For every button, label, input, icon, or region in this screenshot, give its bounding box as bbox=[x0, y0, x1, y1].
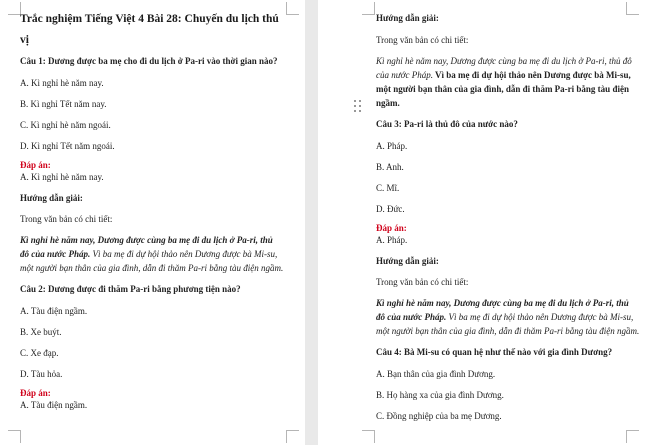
guide-quote-italic: Vì ba mẹ đi dự hội thảo nên Dương được bà Mi-su, bbox=[90, 249, 278, 259]
answer-label: Đáp án: bbox=[20, 388, 51, 398]
guide-quote-line: một người bạn thân của gia đình, dẫn đi thăm Pa-ri bằng tàu điện ngầm. bbox=[20, 263, 284, 273]
page-corner-mark bbox=[362, 2, 375, 15]
answer-1: A. Kì nghỉ hè năm nay. bbox=[20, 172, 104, 182]
drag-handle-icon[interactable] bbox=[354, 100, 362, 112]
document-page-left bbox=[0, 0, 305, 445]
guide-quote-line: ngầm. bbox=[376, 98, 400, 108]
guide-quote-line: một người bạn thân của gia đình, dẫn đi thăm Pa-ri bằng tàu điện ngầm. bbox=[376, 326, 640, 336]
guide-intro: Trong văn bản có chi tiết: bbox=[376, 35, 469, 45]
document-title: Trắc nghiệm Tiếng Việt 4 Bài 28: Chuyến du lịch thú bbox=[20, 13, 279, 25]
page-corner-mark bbox=[286, 430, 299, 443]
guide-label: Hướng dẫn giải: bbox=[376, 13, 439, 23]
option-2a: A. Tàu điện ngầm. bbox=[20, 306, 88, 316]
guide-label: Hướng dẫn giải: bbox=[20, 193, 83, 203]
option-2d: D. Tàu hỏa. bbox=[20, 369, 63, 379]
option-4c: C. Đồng nghiệp của ba mẹ Dương. bbox=[376, 411, 502, 421]
guide-quote-line bbox=[376, 312, 633, 323]
option-2b: B. Xe buýt. bbox=[20, 327, 62, 337]
page-corner-mark bbox=[8, 430, 21, 443]
option-2c: C. Xe đạp. bbox=[20, 348, 59, 358]
page-corner-mark bbox=[286, 2, 299, 15]
question-2: Câu 2: Dương được đi thăm Pa-ri bằng phương tiện nào? bbox=[20, 284, 241, 294]
guide-label: Hướng dẫn giải: bbox=[376, 256, 439, 266]
guide-quote-bold: Vì ba mẹ đi dự hội thảo nên Dương được bà Mi-su, bbox=[432, 70, 631, 80]
guide-intro: Trong văn bản có chi tiết: bbox=[20, 214, 113, 224]
option-3b: B. Anh. bbox=[376, 162, 404, 172]
guide-quote-line: Kì nghỉ hè năm nay, Dương được cùng ba mẹ đi du lịch ở Pa-ri, thủ đô bbox=[376, 56, 632, 66]
page-corner-mark bbox=[626, 2, 639, 15]
guide-quote-line bbox=[376, 70, 631, 81]
option-1d: D. Kì nghỉ Tết năm ngoái. bbox=[20, 141, 115, 151]
option-3d: D. Đức. bbox=[376, 204, 405, 214]
option-1a: A. Kì nghỉ hè năm nay. bbox=[20, 78, 104, 88]
answer-label: Đáp án: bbox=[376, 223, 407, 233]
page-corner-mark bbox=[626, 430, 639, 443]
answer-3: A. Pháp. bbox=[376, 235, 408, 245]
guide-quote-line: Kì nghỉ hè năm nay, Dương được cùng ba mẹ đi du lịch ở Pa-ri, thủ bbox=[20, 235, 273, 245]
guide-quote-italic: của nước Pháp. bbox=[376, 70, 433, 80]
option-1c: C. Kì nghỉ hè năm ngoái. bbox=[20, 120, 111, 130]
guide-quote-line bbox=[20, 249, 277, 260]
page-corner-mark bbox=[362, 430, 375, 443]
question-1: Câu 1: Dương được ba mẹ cho đi du lịch ở Pa-ri vào thời gian nào? bbox=[20, 56, 278, 66]
document-page-right bbox=[318, 0, 650, 445]
guide-quote-italic: Vì ba mẹ đi dự hội thảo nên Dương được bà Mi-su, bbox=[446, 312, 634, 322]
guide-intro: Trong văn bản có chi tiết: bbox=[376, 277, 469, 287]
option-3a: A. Pháp. bbox=[376, 141, 408, 151]
option-1b: B. Kì nghỉ Tết năm nay. bbox=[20, 99, 107, 109]
answer-2: A. Tàu điện ngầm. bbox=[20, 400, 88, 410]
option-4a: A. Bạn thân của gia đình Dương. bbox=[376, 369, 496, 379]
guide-quote-line: một người bạn thân của gia đình, dẫn đi thăm Pa-ri bằng tàu điện bbox=[376, 84, 629, 94]
option-3c: C. Mĩ. bbox=[376, 183, 400, 193]
question-3: Câu 3: Pa-ri là thủ đô của nước nào? bbox=[376, 119, 518, 129]
option-4b: B. Họ hàng xa của gia đình Dương. bbox=[376, 390, 504, 400]
answer-label: Đáp án: bbox=[20, 160, 51, 170]
guide-quote-line: Kì nghỉ hè năm nay, Dương được cùng ba mẹ đi du lịch ở Pa-ri, thủ bbox=[376, 298, 629, 308]
question-4: Câu 4: Bà Mi-su có quan hệ như thế nào với gia đình Dương? bbox=[376, 347, 613, 357]
document-title-continued: vị bbox=[20, 34, 29, 46]
guide-quote-bold: đô của nước Pháp. bbox=[376, 312, 447, 322]
guide-quote-bold: đô của nước Pháp. bbox=[20, 249, 91, 259]
